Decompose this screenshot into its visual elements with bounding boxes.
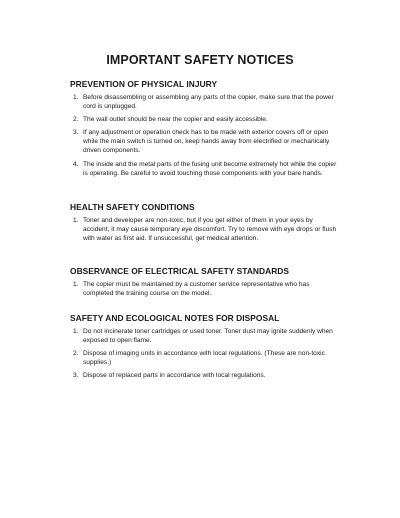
notice-list (70, 216, 340, 243)
notice-list (70, 327, 340, 380)
item-number: 1. (73, 94, 79, 101)
page-title: IMPORTANT SAFETY NOTICES (106, 53, 294, 67)
item-number: 3. (73, 372, 79, 380)
item-text: The inside and the metal parts of the fusing unit become extremely hot while the copier is operating. Be careful to avoid touching those components with your bare hands. (83, 160, 337, 177)
item-text: The wall outlet should be near the copier and easily accessible. (83, 116, 268, 124)
section-electrical-safety (70, 266, 340, 302)
item-text: Dispose of imaging units in accordance with local regulations. (These are non-toxic supplies.) (83, 350, 325, 367)
item-text: Do not incinerate toner cartridges or used toner. Toner dust may ignite suddenly when exposed to open flame. (83, 328, 333, 345)
item-number: 1. (73, 217, 79, 224)
item-number: 2. (73, 350, 79, 358)
list-item (70, 327, 340, 345)
section-disposal-notes (70, 313, 340, 384)
item-text: If any adjustment or operation check has to be made with exterior covers off or open while the main switch is turned on, keep hands away from electrified or mechanically driven components. (83, 129, 330, 155)
list-item (70, 160, 340, 178)
section-heading: HEALTH SAFETY CONDITIONS (70, 202, 195, 212)
item-text: Before disassembling or assembling any parts of the copier, make sure that the power cord is unplugged. (83, 94, 334, 111)
list-item (70, 216, 340, 243)
section-health-safety (70, 202, 340, 247)
item-number: 4. (73, 160, 79, 168)
item-number: 1. (73, 328, 79, 335)
section-physical-injury (70, 79, 340, 182)
item-text: The copier must be maintained by a customer service representative who has completed the training course on the model. (83, 281, 310, 298)
item-number: 3. (73, 129, 79, 137)
item-text: Dispose of replaced parts in accordance with local regulations. (83, 372, 266, 380)
item-number: 1. (73, 281, 79, 288)
list-item (70, 371, 340, 380)
section-heading: SAFETY AND ECOLOGICAL NOTES FOR DISPOSAL (70, 313, 280, 323)
list-item (70, 349, 340, 367)
list-item (70, 93, 340, 111)
item-number: 2. (73, 116, 79, 124)
notice-list (70, 93, 340, 178)
notice-list (70, 280, 340, 298)
list-item (70, 280, 340, 298)
item-text: Toner and developer are non-toxic, but if you get either of them in your eyes by accident, it may cause temporary eye discomfort. Try to remove with eye drops or flush with water as first aid. If unsuccessful, get medical attention. (83, 217, 337, 243)
list-item (70, 115, 340, 124)
section-heading: OBSERVANCE OF ELECTRICAL SAFETY STANDARDS (70, 266, 290, 276)
section-heading: PREVENTION OF PHYSICAL INJURY (70, 79, 218, 89)
list-item (70, 128, 340, 155)
